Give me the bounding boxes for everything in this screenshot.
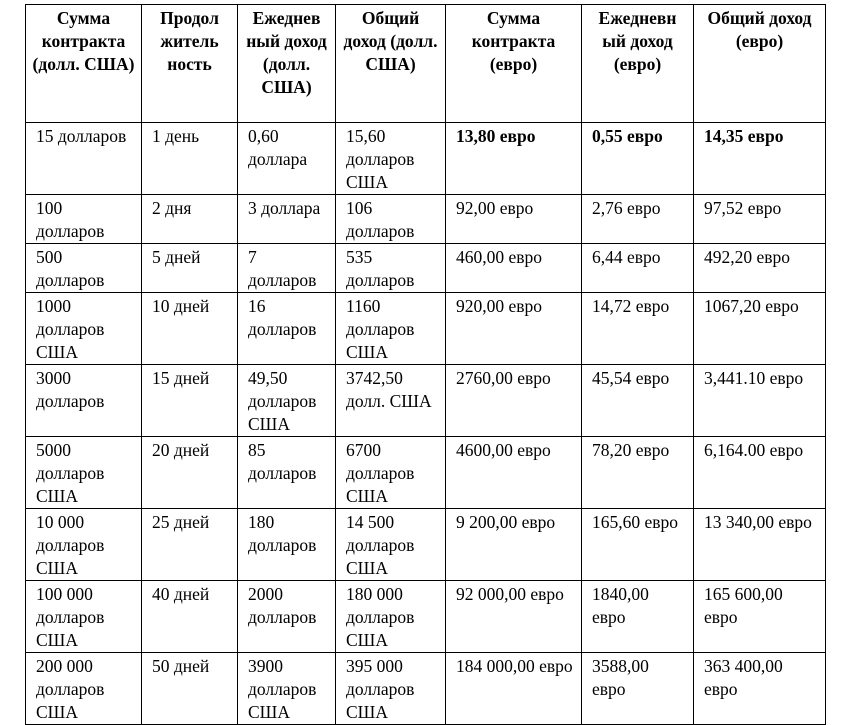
cell-contract-usd: 5000 долларов США — [26, 437, 142, 509]
cell-total-income-eur: 97,52 евро — [694, 195, 826, 244]
header-daily-income-usd: Ежеднев ный доход (долл. США) — [238, 5, 336, 123]
table-row — [26, 509, 826, 581]
cell-duration: 40 дней — [142, 581, 238, 653]
cell-daily-income-usd: 2000 долларов — [238, 581, 336, 653]
cell-daily-income-eur: 1840,00 евро — [582, 581, 694, 653]
cell-daily-income-eur: 6,44 евро — [582, 244, 694, 293]
table-row — [26, 581, 826, 653]
header-total-income-usd: Общий доход (долл. США) — [336, 5, 446, 123]
table-row — [26, 365, 826, 437]
header-daily-income-eur: Ежедневн ый доход (евро) — [582, 5, 694, 123]
cell-total-income-eur: 14,35 евро — [694, 123, 826, 195]
cell-total-income-eur: 363 400,00 евро — [694, 653, 826, 725]
cell-daily-income-eur: 0,55 евро — [582, 123, 694, 195]
header-contract-eur: Сумма контракта (евро) — [446, 5, 582, 123]
cell-total-income-usd: 3742,50 долл. США — [336, 365, 446, 437]
cell-total-income-eur: 3,441.10 евро — [694, 365, 826, 437]
cell-contract-eur: 9 200,00 евро — [446, 509, 582, 581]
cell-daily-income-usd: 49,50 долларов США — [238, 365, 336, 437]
header-contract-usd: Сумма контракта (долл. США) — [26, 5, 142, 123]
table-row — [26, 293, 826, 365]
cell-daily-income-usd: 85 долларов — [238, 437, 336, 509]
cell-total-income-usd: 14 500 долларов США — [336, 509, 446, 581]
cell-duration: 20 дней — [142, 437, 238, 509]
cell-total-income-eur: 13 340,00 евро — [694, 509, 826, 581]
cell-contract-eur: 4600,00 евро — [446, 437, 582, 509]
cell-daily-income-eur: 45,54 евро — [582, 365, 694, 437]
header-total-income-eur: Общий доход (евро) — [694, 5, 826, 123]
cell-contract-eur: 92,00 евро — [446, 195, 582, 244]
cell-total-income-usd: 6700 долларов США — [336, 437, 446, 509]
cell-contract-usd: 200 000 долларов США — [26, 653, 142, 725]
table-header-row — [26, 5, 826, 123]
cell-total-income-eur: 492,20 евро — [694, 244, 826, 293]
cell-total-income-eur: 1067,20 евро — [694, 293, 826, 365]
cell-daily-income-eur: 78,20 евро — [582, 437, 694, 509]
cell-daily-income-eur: 14,72 евро — [582, 293, 694, 365]
cell-daily-income-usd: 3 доллара — [238, 195, 336, 244]
cell-daily-income-usd: 3900 долларов США — [238, 653, 336, 725]
cell-duration: 10 дней — [142, 293, 238, 365]
cell-daily-income-eur: 165,60 евро — [582, 509, 694, 581]
exchange-rate-table — [25, 4, 826, 725]
cell-total-income-usd: 1160 долларов США — [336, 293, 446, 365]
cell-daily-income-usd: 7 долларов — [238, 244, 336, 293]
cell-daily-income-eur: 3588,00 евро — [582, 653, 694, 725]
cell-daily-income-eur: 2,76 евро — [582, 195, 694, 244]
cell-contract-eur: 92 000,00 евро — [446, 581, 582, 653]
cell-duration: 5 дней — [142, 244, 238, 293]
cell-daily-income-usd: 16 долларов — [238, 293, 336, 365]
cell-daily-income-usd: 0,60 доллара — [238, 123, 336, 195]
cell-contract-usd: 100 долларов — [26, 195, 142, 244]
table-row — [26, 244, 826, 293]
cell-duration: 2 дня — [142, 195, 238, 244]
header-duration: Продол житель ность — [142, 5, 238, 123]
cell-contract-eur: 13,80 евро — [446, 123, 582, 195]
cell-contract-usd: 10 000 долларов США — [26, 509, 142, 581]
cell-total-income-eur: 165 600,00 евро — [694, 581, 826, 653]
cell-duration: 25 дней — [142, 509, 238, 581]
cell-total-income-usd: 535 долларов — [336, 244, 446, 293]
cell-daily-income-usd: 180 долларов — [238, 509, 336, 581]
table-row — [26, 437, 826, 509]
cell-contract-usd: 15 долларов — [26, 123, 142, 195]
cell-contract-eur: 184 000,00 евро — [446, 653, 582, 725]
table-row — [26, 123, 826, 195]
cell-total-income-usd: 15,60 долларов США — [336, 123, 446, 195]
cell-total-income-usd: 395 000 долларов США — [336, 653, 446, 725]
cell-contract-eur: 460,00 евро — [446, 244, 582, 293]
table-row — [26, 653, 826, 725]
cell-total-income-eur: 6,164.00 евро — [694, 437, 826, 509]
cell-duration: 15 дней — [142, 365, 238, 437]
cell-duration: 1 день — [142, 123, 238, 195]
cell-contract-usd: 3000 долларов — [26, 365, 142, 437]
cell-contract-usd: 100 000 долларов США — [26, 581, 142, 653]
cell-contract-usd: 500 долларов — [26, 244, 142, 293]
cell-contract-eur: 920,00 евро — [446, 293, 582, 365]
cell-total-income-usd: 180 000 долларов США — [336, 581, 446, 653]
cell-contract-usd: 1000 долларов США — [26, 293, 142, 365]
table-row — [26, 195, 826, 244]
cell-total-income-usd: 106 долларов — [336, 195, 446, 244]
cell-contract-eur: 2760,00 евро — [446, 365, 582, 437]
cell-duration: 50 дней — [142, 653, 238, 725]
